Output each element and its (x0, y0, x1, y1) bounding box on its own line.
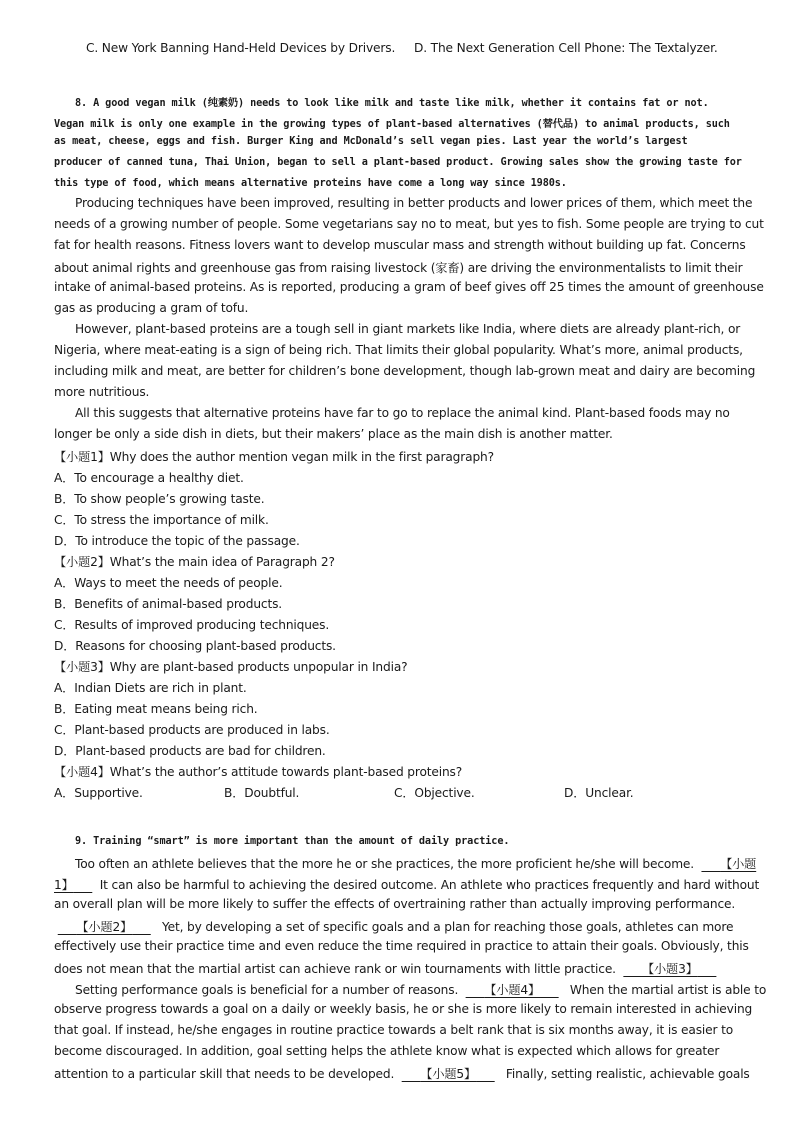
body-line: an overall plan will be more likely to suffer the effects of overtraining rather than actually improving performance. (54, 897, 736, 911)
question-option: B．Eating meat means being rich. (54, 702, 258, 716)
question-option: A．Ways to meet the needs of people. (54, 576, 283, 590)
intro-line: as meat, cheese, eggs and fish. Burger King and McDonald’s sell vegan pies. Last year the world’s largest (54, 136, 688, 147)
intro-line: this type of food, which means alternative proteins have come a long way since 1980s. (54, 178, 567, 189)
body-line (54, 1065, 750, 1082)
body-line: effectively use their practice time and even reduce the time required in practice to attain their goals. Obviously, this (54, 939, 749, 953)
body-line: However, plant-based proteins are a tough sell in giant markets like India, where diets are already plant-rich, or (75, 322, 741, 336)
body-line: become discouraged. In addition, goal setting helps the athlete know what is expected which allows for greater (54, 1044, 720, 1058)
question-stem: 【小题4】What’s the author’s attitude towards plant-based proteins? (54, 765, 463, 779)
body-line: intake of animal-based proteins. As is reported, producing a gram of beef gives off 25 times the amount of greenhouse (54, 280, 764, 294)
question-option: A．Indian Diets are rich in plant. (54, 681, 247, 695)
body-line: Producing techniques have been improved, resulting in better products and lower prices of them, which meet the (75, 196, 753, 210)
question-option: C．Objective. (394, 786, 475, 800)
body-line (75, 981, 766, 998)
question-option: D．Plant-based products are bad for children. (54, 744, 326, 758)
question-option: D．Unclear. (564, 786, 634, 800)
body-line: longer be only a side dish in diets, but their makers’ place as the main dish is another matter. (54, 427, 613, 441)
body-line: including milk and meat, are better for children’s bone development, though lab-grown meat and dairy are becoming (54, 364, 756, 378)
question-option: C．Results of improved producing techniques. (54, 618, 330, 632)
text-segment: Finally, setting realistic, achievable goals (505, 1067, 750, 1081)
blank-5[interactable]: 【小题5】 (420, 1067, 477, 1081)
question-option: B．To show people’s growing taste. (54, 492, 265, 506)
question-option: C．To stress the importance of milk. (54, 513, 269, 527)
question-option: C．Plant-based products are produced in labs. (54, 723, 330, 737)
blank-1[interactable]: 【小题 (720, 857, 757, 871)
body-line: observe progress towards a goal on a daily or weekly basis, he or she is more likely to remain interested in achieving (54, 1002, 753, 1016)
body-line (54, 876, 759, 893)
body-line (54, 918, 733, 935)
intro-line: Vegan milk is only one example in the growing types of plant-based alternatives (替代品) to animal products, such (54, 119, 730, 130)
question-option: A．Supportive. (54, 786, 143, 800)
question-option: B．Doubtful. (224, 786, 300, 800)
text-segment: attention to a particular skill that needs to be developed. (54, 1067, 395, 1081)
question-stem: 【小题2】What’s the main idea of Paragraph 2? (54, 555, 335, 569)
question-option: B．Benefits of animal-based products. (54, 597, 282, 611)
body-line: All this suggests that alternative proteins have far to go to replace the animal kind. Plant-based foods may no (75, 406, 730, 420)
body-line: more nutritious. (54, 385, 150, 399)
text-segment: When the martial artist is able to (569, 983, 767, 997)
body-line: about animal rights and greenhouse gas from raising livestock (家畜) are driving the environmentalists to limit their (54, 261, 743, 275)
text-segment: It can also be harmful to achieving the desired outcome. An athlete who practices frequently and hard without (99, 878, 760, 892)
passage-9-title: 9. Training “smart” is more important than the amount of daily practice. (75, 836, 510, 847)
blank-1-continued[interactable]: 1】 (54, 878, 74, 892)
blank-4[interactable]: 【小题4】 (484, 983, 541, 997)
option-c: C. New York Banning Hand-Held Devices by Drivers. (86, 41, 396, 55)
body-line: that goal. If instead, he/she engages in routine practice towards a belt rank that is six months away, it is easier to (54, 1023, 733, 1037)
text-segment: does not mean that the martial artist can achieve rank or win tournaments with little practice. (54, 962, 616, 976)
body-line (54, 960, 716, 977)
question-stem: 【小题3】Why are plant-based products unpopular in India? (54, 660, 408, 674)
body-line: fat for health reasons. Fitness lovers want to develop muscular mass and strength without building up fat. Concerns (54, 238, 746, 252)
question-option: D．To introduce the topic of the passage. (54, 534, 300, 548)
text-segment: Too often an athlete believes that the more he or she practices, the more proficient he/she will become. (75, 857, 694, 871)
intro-line: 8. A good vegan milk (纯素奶) needs to look like milk and taste like milk, whether it contains fat or not. (75, 98, 709, 109)
body-line: gas as producing a gram of tofu. (54, 301, 249, 315)
body-line: Nigeria, where meat-eating is a sign of being rich. That limits their global popularity. What’s more, animal products, (54, 343, 743, 357)
intro-line: producer of canned tuna, Thai Union, began to sell a plant-based product. Growing sales show the growing taste for (54, 157, 742, 168)
question-stem: 【小题1】Why does the author mention vegan milk in the first paragraph? (54, 450, 494, 464)
question-option: D．Reasons for choosing plant-based products. (54, 639, 336, 653)
text-segment: Yet, by developing a set of specific goals and a plan for reaching those goals, athletes can more (161, 920, 734, 934)
blank-2[interactable]: 【小题2】 (76, 920, 133, 934)
blank-3[interactable]: 【小题3】 (641, 962, 698, 976)
text-segment: Setting performance goals is beneficial for a number of reasons. (75, 983, 459, 997)
body-line: needs of a growing number of people. Some vegetarians say no to meat, but yes to fish. Some people are trying to cut (54, 217, 764, 231)
option-d: D. The Next Generation Cell Phone: The Textalyzer. (414, 41, 718, 55)
body-line (75, 855, 756, 872)
question-option: A．To encourage a healthy diet. (54, 471, 244, 485)
